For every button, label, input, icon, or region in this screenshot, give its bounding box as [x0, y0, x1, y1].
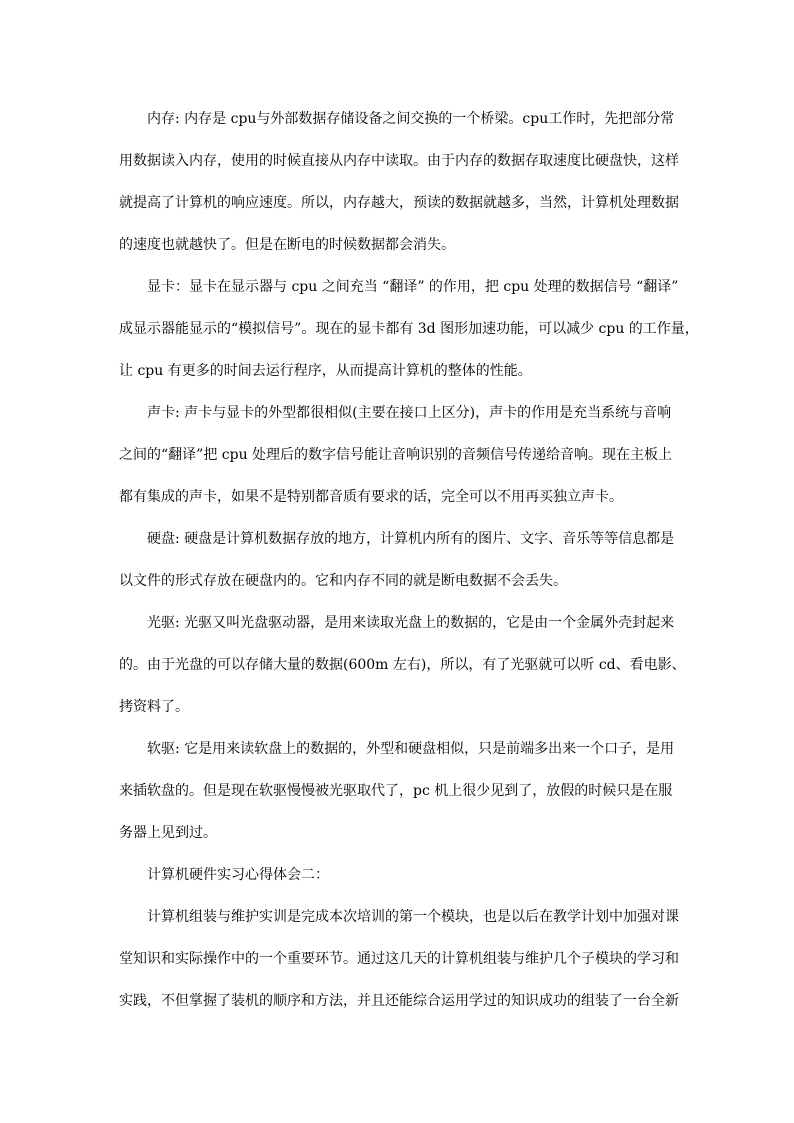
text-line: 的速度也就越快了。但是在断电的时候数据都会消失。 [119, 237, 455, 253]
text-line: 务器上见到过。 [119, 825, 217, 841]
text-line: 内存: 内存是 cpu与外部数据存储设备之间交换的一个桥梁。cpu工作时，先把部分常 [147, 111, 675, 127]
text-line: 硬盘: 硬盘是计算机数据存放的地方，计算机内所有的图片、文字、音乐等等信息都是 [147, 531, 675, 547]
text-line: 光驱: 光驱又叫光盘驱动器，是用来读取光盘上的数据的，它是由一个金属外壳封起来 [147, 615, 675, 631]
text-line: 的。由于光盘的可以存储大量的数据(600m 左右)，所以，有了光驱就可以听 cd、看电影、 [119, 657, 686, 673]
text-line: 以文件的形式存放在硬盘内的。它和内存不同的就是断电数据不会丢失。 [119, 573, 567, 589]
text-line: 就提高了计算机的响应速度。所以，内存越大，预读的数据就越多，当然，计算机处理数据 [119, 195, 679, 211]
text-line: 软驱: 它是用来读软盘上的数据的，外型和硬盘相似，只是前端多出来一个口子，是用 [147, 741, 675, 757]
text-line: 成显示器能显示的“模拟信号”。现在的显卡都有 3d 图形加速功能，可以减少 cpu 的工作量， [119, 321, 699, 337]
text-line: 声卡: 声卡与显卡的外型都很相似(主要在接口上区分)，声卡的作用是充当系统与音响 [147, 405, 672, 421]
text-line: 实践，不但掌握了装机的顺序和方法，并且还能综合运用学过的知识成功的组装了一台全新 [119, 993, 679, 1009]
text-line: 显卡：显卡在显示器与 cpu 之间充当 “翻译” 的作用，把 cpu 处理的数据信号 “翻译” [147, 279, 679, 295]
text-line: 之间的“翻译”把 cpu 处理后的数字信号能让音响识别的音频信号传递给音响。现在主板上 [119, 447, 673, 463]
text-line: 让 cpu 有更多的时间去运行程序，从而提高计算机的整体的性能。 [119, 363, 532, 379]
text-line: 来插软盘的。但是现在软驱慢慢被光驱取代了，pc 机上很少见到了，放假的时候只是在服 [119, 783, 673, 799]
text-line: 堂知识和实际操作中的一个重要环节。通过这几天的计算机组装与维护几个子模块的学习和 [119, 951, 679, 967]
text-line: 都有集成的声卡，如果不是特别都音质有要求的话，完全可以不用再买独立声卡。 [119, 489, 623, 505]
text-line: 拷资料了。 [119, 699, 189, 715]
text-line: 计算机硬件实习心得体会二： [147, 867, 329, 883]
text-line: 计算机组装与维护实训是完成本次培训的第一个模块，也是以后在教学计划中加强对课 [147, 909, 679, 925]
document-body [119, 104, 699, 1028]
text-line: 用数据读入内存，使用的时候直接从内存中读取。由于内存的数据存取速度比硬盘快，这样 [119, 153, 679, 169]
